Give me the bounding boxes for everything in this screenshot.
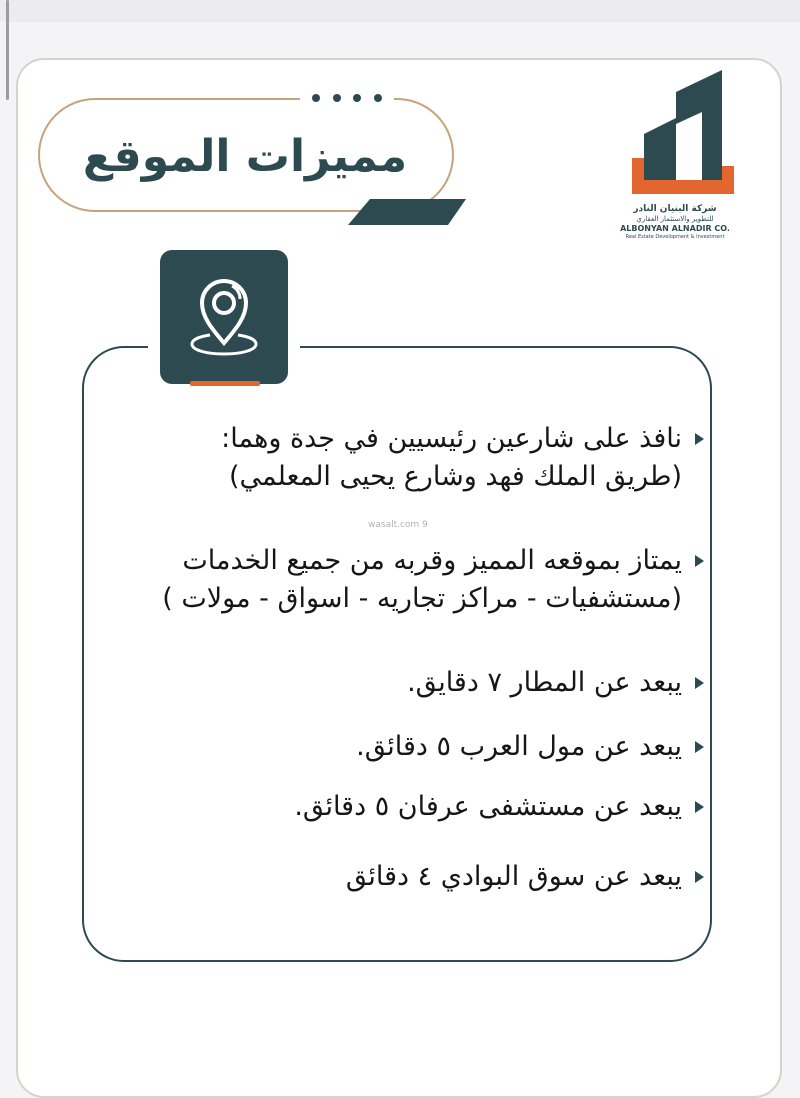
logo-english-name: ALBONYAN ALNADIR CO.	[620, 224, 730, 233]
top-strip	[0, 0, 800, 22]
list-item	[108, 542, 704, 618]
features-list	[100, 410, 704, 930]
logo-arabic-tagline: للتطوير والاستثمار العقاري	[636, 215, 714, 223]
scrollbar-thumb[interactable]	[6, 0, 9, 100]
feature-line: يبعد عن مول العرب ٥ دقائق.	[356, 731, 682, 762]
triangle-bullet-icon	[695, 741, 704, 753]
title-tab-shape	[348, 199, 466, 225]
logo-arabic-name-text: شركة البنيان النادر	[633, 204, 717, 214]
list-item	[108, 664, 704, 702]
location-badge	[160, 250, 288, 384]
triangle-bullet-icon	[695, 871, 704, 883]
list-item	[108, 728, 704, 766]
dot-icon	[333, 94, 341, 102]
feature-line: يبعد عن سوق البوادي ٤ دقائق	[345, 861, 682, 892]
logo-arabic-name	[610, 204, 740, 224]
location-pin-icon	[184, 273, 264, 361]
feature-line: (طريق الملك فهد وشارع يحيى المعلمي)	[228, 461, 682, 492]
triangle-bullet-icon	[695, 677, 704, 689]
watermark: wasalt.com 9	[368, 520, 428, 530]
triangle-bullet-icon	[695, 555, 704, 567]
feature-line: (مستشفيات - مراكز تجاريه - اسواق - مولات )	[162, 583, 682, 614]
list-item	[108, 788, 704, 826]
triangle-bullet-icon	[695, 801, 704, 813]
logo-english-tagline: Real Estate Development & Investment	[625, 234, 725, 240]
list-item	[108, 858, 704, 896]
triangle-bullet-icon	[695, 433, 704, 445]
dot-icon	[312, 94, 320, 102]
decorative-dots	[312, 90, 382, 106]
dot-icon	[353, 94, 361, 102]
list-item	[108, 420, 704, 496]
feature-line: يمتاز بموقعه المميز وقربه من جميع الخدمات	[182, 545, 682, 576]
dot-icon	[374, 94, 382, 102]
feature-line: يبعد عن مستشفى عرفان ٥ دقائق.	[294, 791, 682, 822]
badge-underline	[190, 381, 260, 386]
page-title: مميزات الموقع	[82, 130, 408, 182]
feature-line: يبعد عن المطار ٧ دقايق.	[407, 667, 682, 698]
feature-line: نافذ على شارعين رئيسيين في جدة وهما:	[221, 423, 682, 454]
